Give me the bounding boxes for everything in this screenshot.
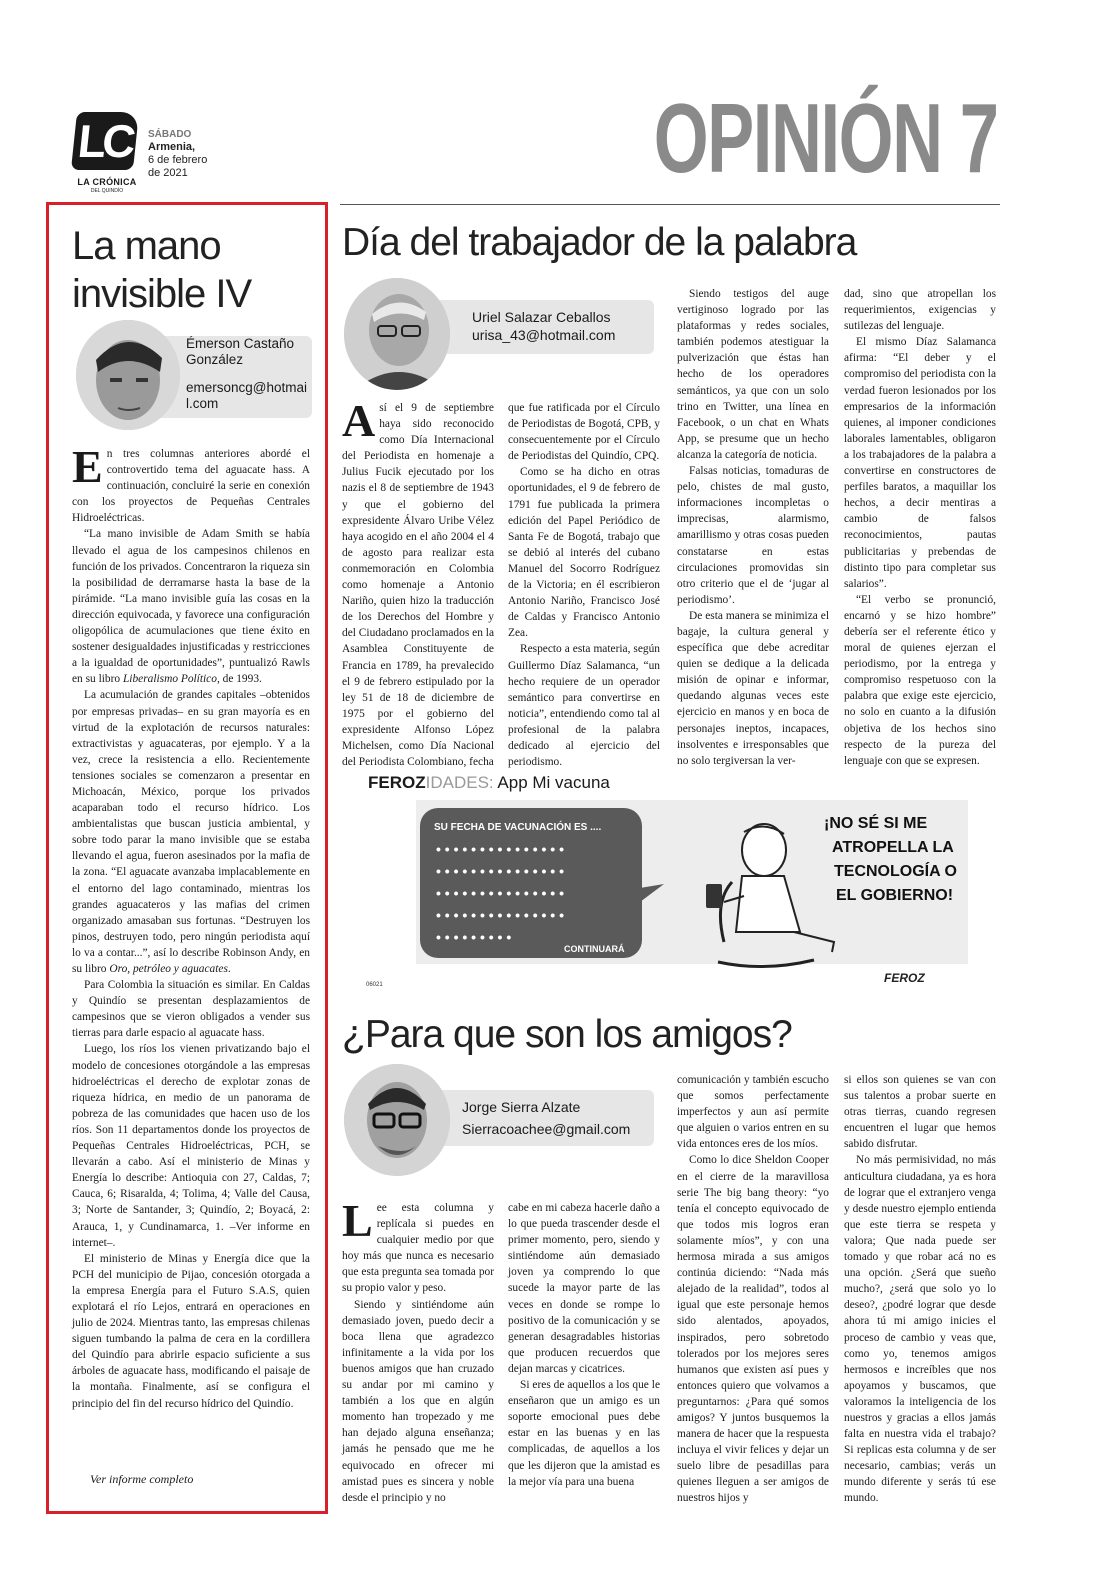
book-title: Liberalismo Político <box>122 673 217 686</box>
screen-dots-row-1: • • • • • • • • • • • • • • • <box>436 841 564 857</box>
date-block <box>148 128 207 180</box>
paragraph: Respecto a esta materia, según Guillermo Díaz Salamanca, “un hecho requiere de un operador semántico para convertirse en noticia”, entendiendo como tal al profesional de la palabra dedicado al ejercicio del periodismo. <box>508 643 660 769</box>
article1-column-3 <box>677 286 829 769</box>
cartoon-date-code: 06021 <box>366 982 383 988</box>
article2-column-2 <box>508 1200 660 1490</box>
left-article-body <box>72 441 310 1412</box>
author-photo <box>76 320 180 430</box>
cartoon-illustration <box>364 792 976 988</box>
date-line-1: 6 de febrero <box>148 154 208 166</box>
article2-author-card <box>344 1064 654 1176</box>
weekday: SÁBADO <box>148 129 192 140</box>
paragraph: Si eres de aquellos a los que le enseñaron que un amigo es un soporte emocional pues debe estar en las buenas y en las complicadas, de aquellos a los que les dijeron que la amistad es la mejor vía para una buena <box>508 1379 660 1488</box>
paragraph: comunicación y también escucho que somos perfectamente imperfectos y aun así permite que alguien o varios entren en su vida entonces eres de los míos. <box>677 1074 829 1151</box>
screen-dots-row-4: • • • • • • • • • • • • • • • <box>436 907 564 923</box>
author-photo <box>344 278 450 390</box>
paragraph: Así el 9 de septiembre haya sido reconocido como Día Internacional del Periodista en homenaje a Julius Fucik ejecutado por los nazis el 8 de septiembre de 1943 y que el gobierno del expresidente Álvaro Uribe Vélez haya acogido en el año 2004 el 4 de agosto para realizar esta conmemoración en Colombia como homenaje a Antonio Nariño, quien hizo la traducción de los Derechos del Hombre y del Ciudadano proclamados en la Asamblea Constituyente de Francia en 1789, ha prevalecido el 9 de febrero estipulado por la ley 51 de 18 de diciembre de 1975 por el gobierno del expresidente Alfonso López Michelsen, como Día Nacional del Periodista Colombiano, fecha <box>342 395 494 769</box>
paragraph: De esta manera se minimiza el bagaje, la cultura general y específica que debe acreditar quien se dedique a la delicada misión de opinar e informar, quedando algunas veces este ejercicio en manos y en boca de personajes ineptos, incapaces, insolventes e irresponsables que no solo tergiversan la ver- <box>677 609 829 767</box>
screen-dots-row-2: • • • • • • • • • • • • • • • <box>436 863 564 879</box>
article1-column-2 <box>508 400 660 770</box>
paragraph: El mismo Díaz Salamanca afirma: “El deber y el compromiso del periodista con la verdad fueron lesionados por los empresarios de la información quienes, al imponer condiciones laborales lamentables, obligaron a los trabajadores de la palabra a convertirse en constructores de perfiles baratos, a maquillar los hechos, a decir mentiras a cambio de falsos reconocimientos, pautas publicitarias y prebendas de distinto tipo para completar sus salarios”. <box>844 336 996 590</box>
paragraph: cabe en mi cabeza hacerle daño a lo que pueda trascender desde el primer momento, pero, siendo y sintiéndome aún demasiado joven ya comprendo lo que sucede la mayor parte de las veces en donde se rompe lo positivo de la comunicación y se generan desagradables historias que producen recuerdos que dejan marcas y cicatrices. <box>508 1202 660 1375</box>
paragraph: Para Colombia la situación es similar. En Caldas y Quindío se presentan desplazamientos de campesinos que se vieron obligados a vender sus tierras para darle espacio al aguacate hass. <box>72 979 310 1040</box>
full-report-link[interactable]: Ver informe completo <box>90 1472 194 1486</box>
article2-column-4 <box>844 1072 996 1507</box>
article1-author-email[interactable]: urisa_43@hotmail.com <box>472 327 616 343</box>
left-author-email[interactable]: emersoncg@hotmail.com <box>186 380 308 411</box>
paragraph: que fue ratificada por el Círculo de Periodistas de Bogotá, CPB, y consecuentemente por el Círculo de Periodistas del Quindío, CPQ. <box>508 402 660 463</box>
paragraph: Siendo testigos del auge vertiginoso logrado por las plataformas y redes sociales, también podemos atestiguar la pulverización que éstas han hecho de los operadores semánticos, ya que con un solo trino en Twitter, una línea en Facebook, o un chat en Whats App, se presume que un hecho alcanza la categoría de noticia. <box>677 288 829 461</box>
article1-column-1 <box>342 395 494 770</box>
paragraph: “El verbo se pronunció, encarnó y se hizo hombre” debería ser el referente ético y moral de quienes ejerzan el periodismo, por la entrega y compromiso respetuoso con la palabra que exige este ejercicio, no solo en cuanto a la difusión objetiva de los hechos sino respecto de la pureza del lenguaje con que se expresen. <box>844 593 996 767</box>
dropcap: L <box>342 1195 373 1246</box>
paragraph: Como lo dice Sheldon Cooper en el cierre de la maravillosa serie The big bang theory: “yo tenía el concepto equivocado de que todos mis logros eran solamente míos”, y con una hermosa mirada a sus amigos continúa diciendo: “Nada más alejado de la realidad”, todos al igual que este personaje hemos sido alentados, apoyados, inspirados, pero sobretodo tolerados por los mejores seres humanos que existen así pues y entonces quiero que volvamos a preguntarnos: ¿Para qué somos amigos? Y juntos busquemos la manera de hacer que la respuesta incluya el vivir felices y dejar un suelo libre de pesadillas para quienes lleguen a ser amigos de nuestros hijos y <box>677 1154 829 1505</box>
left-author-name: Émerson Castaño González <box>186 336 295 367</box>
date-line-2: de 2021 <box>148 167 188 179</box>
logo-subtitle: DEL QUINDÍO <box>90 188 124 194</box>
cartoon-caption: App Mi vacuna <box>493 773 610 792</box>
speech-line-3: TECNOLOGÍA O <box>834 863 957 880</box>
author-photo <box>344 1064 450 1176</box>
article2-column-3 <box>677 1072 829 1507</box>
article2-title: ¿Para que son los amigos? <box>342 1013 792 1056</box>
screen-text: SU FECHA DE VACUNACIÓN ES .... <box>434 822 602 833</box>
article1-author-name: Uriel Salazar Ceballos <box>472 309 611 325</box>
logo-mark: LC <box>71 112 139 170</box>
newspaper-logo <box>74 112 136 174</box>
left-article-title <box>72 222 322 318</box>
speech-line-4: EL GOBIERNO! <box>836 887 954 904</box>
article1-author-card <box>344 278 654 390</box>
paragraph: La acumulación de grandes capitales –obtenidos por empresas privadas– en su gran mayoría es en virtud de la explotación de recursos naturales: extractivistas y aguacateras, por ejemplo. Y a la vez, crece la resistencia a ello. Recientemente tensiones sociales se comenzaron a presentar en Michoacán, México, porque los privados acaparaban todo el recurso hídrico. Los ambientalistas que buscan justicia ambiental, y sobre todo parar la mano invisible que se estaba llevando el agua, fueron asesinados por la mafia de la zona. “El aguacate avanzaba implacablemente en el entorno del lago contaminado, mientras los grandes aguacateros y las mafias del crimen organizado amasaban sus fortunas. “Destruyen los pinos, destruyen todo, pero ningún periodista aquí lo va a contar...”, así lo describe Robinson Andy, en su libro Oro, petróleo y aguacates. <box>72 689 310 975</box>
paragraph: En tres columnas anteriores abordé el controvertido tema del aguacate hass. A continuación, concluiré la serie en conexión con los proyectos de Pequeñas Centrales Hidroeléctricas. <box>72 441 310 525</box>
cartoon-brand-bold: FEROZ <box>368 773 426 792</box>
book-title: Oro, petróleo y aguacates <box>109 963 228 975</box>
dropcap: A <box>342 395 376 446</box>
speech-line-2: ATROPELLA LA <box>832 839 954 856</box>
cartoon-brand-light: IDADES: <box>425 773 494 792</box>
header-divider <box>340 204 1000 205</box>
article1-title: Día del trabajador de la palabra <box>342 221 857 264</box>
cartoon-signature: FEROZ <box>884 971 925 985</box>
screen-dots-row-3: • • • • • • • • • • • • • • • <box>436 885 564 901</box>
paragraph: Como se ha dicho en otras oportunidades, el 9 de febrero de 1791 fue publicada la primera edición del Papel Periódico de Santa Fe de Bogotá, trabajo que se debió al interés del cubano Manuel del Socorro Rodríguez de la Victoria; en él escribieron Antonio Nariño, Francisco José de Caldas y Francisco Antonio Zea. <box>508 466 660 640</box>
left-author-card <box>76 320 312 430</box>
paragraph: “La mano invisible de Adam Smith se había llevado el agua de los campesinos chilenos en función de los privados. Concentraron la riqueza sin la posibilidad de derramarse hasta la base de la pirámide. “La mano invisible guía las cosas en la dirección equivocada, y favorece una configuración oligopólica de acumulaciones que tiene éxito en sostener desigualdades injustificadas y restricciones a la igualdad de oportunidades”, puntualizó Rawls en su libro Liberalismo Político, de 1993. <box>72 528 310 686</box>
section-title: OPINIÓN 7 <box>654 83 998 193</box>
article1-column-4 <box>844 286 996 769</box>
left-title-line-2: invisible IV <box>72 272 252 316</box>
paragraph: Siendo y sintiéndome aún demasiado joven, puedo decir a boca llena que agradezco infinitamente a la vida por los buenos amigos que han cruzado su andar por mi camino y también a los que en algún momento han tropezado y me han dejado alguna enseñanza; jamás he pensado que me he equivocado en ofrecer mi amistad pues es sincera y noble desde el principio y no <box>342 1298 494 1504</box>
paragraph: dad, sino que atropellan los requerimientos, exigencias y sutilezas del lenguaje. <box>844 288 996 333</box>
cartoon-title <box>368 773 610 793</box>
paragraph: si ellos son quienes se van con sus talentos a probar suerte en otras tierras, cuando regresen encuentren el lugar que hemos sabido disfrutar. <box>844 1074 996 1151</box>
screen-footer: CONTINUARÁ <box>564 944 625 954</box>
paragraph: Lee esta columna y replícala si puedes en cualquier medio por que hoy más que nunca es necesario que esta pregunta sea tomada por su propio valor y peso. <box>342 1195 494 1295</box>
paragraph: El ministerio de Minas y Energía dice que la PCH del municipio de Pijao, concesión otorgada a la empresa Energía para el Futuro S.A.S, quien explotará el río Lejos, entrará en operaciones en julio de 2024. Mientras tanto, las empresas chilenas siguen tumbando la palma de cera en la cordillera del Quindío para abrirle espacio suficiente a sus árboles de aguacate hass, modificando el paisaje de la montaña. Finalmente, así se configura el principio del fin del recurso hídrico del Quindío. <box>72 1252 310 1410</box>
paragraph: Luego, los ríos los vienen privatizando bajo el modelo de concesiones otorgándole a las empresas hidroeléctricas el derecho de explotar zonas de riqueza hídrica, en medio de un panorama de pobreza de las comunidades que hacen uso de los ríos. Son 11 departamentos donde los proyectos de Pequeñas Centrales Hidroeléctricas, PCH, se llevarán a cabo. Así el ministerio de Minas y Energía lo describe: Antioquia con 27, Caldas, 7; Cauca, 6; Risaralda, 4; Tolima, 4; Valle del Causa, 3; Norte de Santander, 3; Quindío, 2; Boyacá, 2: Arauca, 1, y Cundinamarca, 1. –Ver informe en internet–. <box>72 1043 310 1249</box>
paragraph: No más permisividad, no más anticultura ciudadana, ya es hora de lograr que el extranjero venga y desde nuestro ejemplo entienda que este tierra se respeta y valora; Que nada puede ser tomado y que robar acá no es una opción. ¿Será que sueño mucho?, ¿será que solo yo lo deseo?, ¿podré lograr que desde ahora tú mi amigo inicies el proceso de cambio y veas que, como yo, tenemos amigos hermosos e increíbles que nos apoyamos y buscamos, que valoramos la inteligencia de los nuestros y gracias a ellos jamás falta en nuestra vida el trabajo? Si replicas esta columna y de ser necesario, cambias; verás un mundo diferente y serás tú ese mundo. <box>844 1154 996 1505</box>
article2-column-1 <box>342 1195 494 1506</box>
screen-dots-row-5: • • • • • • • • • <box>436 929 512 945</box>
dropcap: E <box>72 441 103 492</box>
logo-name: LA CRÓNICA <box>77 177 137 187</box>
article2-author-email[interactable]: Sierracoachee@gmail.com <box>462 1121 631 1137</box>
article2-author-name: Jorge Sierra Alzate <box>462 1099 581 1115</box>
paragraph: Falsas noticias, tomaduras de pelo, chistes de mal gusto, informaciones incompletas o imprecisas, alarmismo, amarillismo y otras cosas pueden constatarse en estas circulaciones promovidas sin otro criterio que el de ‘jugar al periodismo’. <box>677 465 829 606</box>
city: Armenia, <box>148 141 196 153</box>
speech-line-1: ¡NO SÉ SI ME <box>824 815 928 832</box>
left-title-line-1: La mano <box>72 224 221 268</box>
